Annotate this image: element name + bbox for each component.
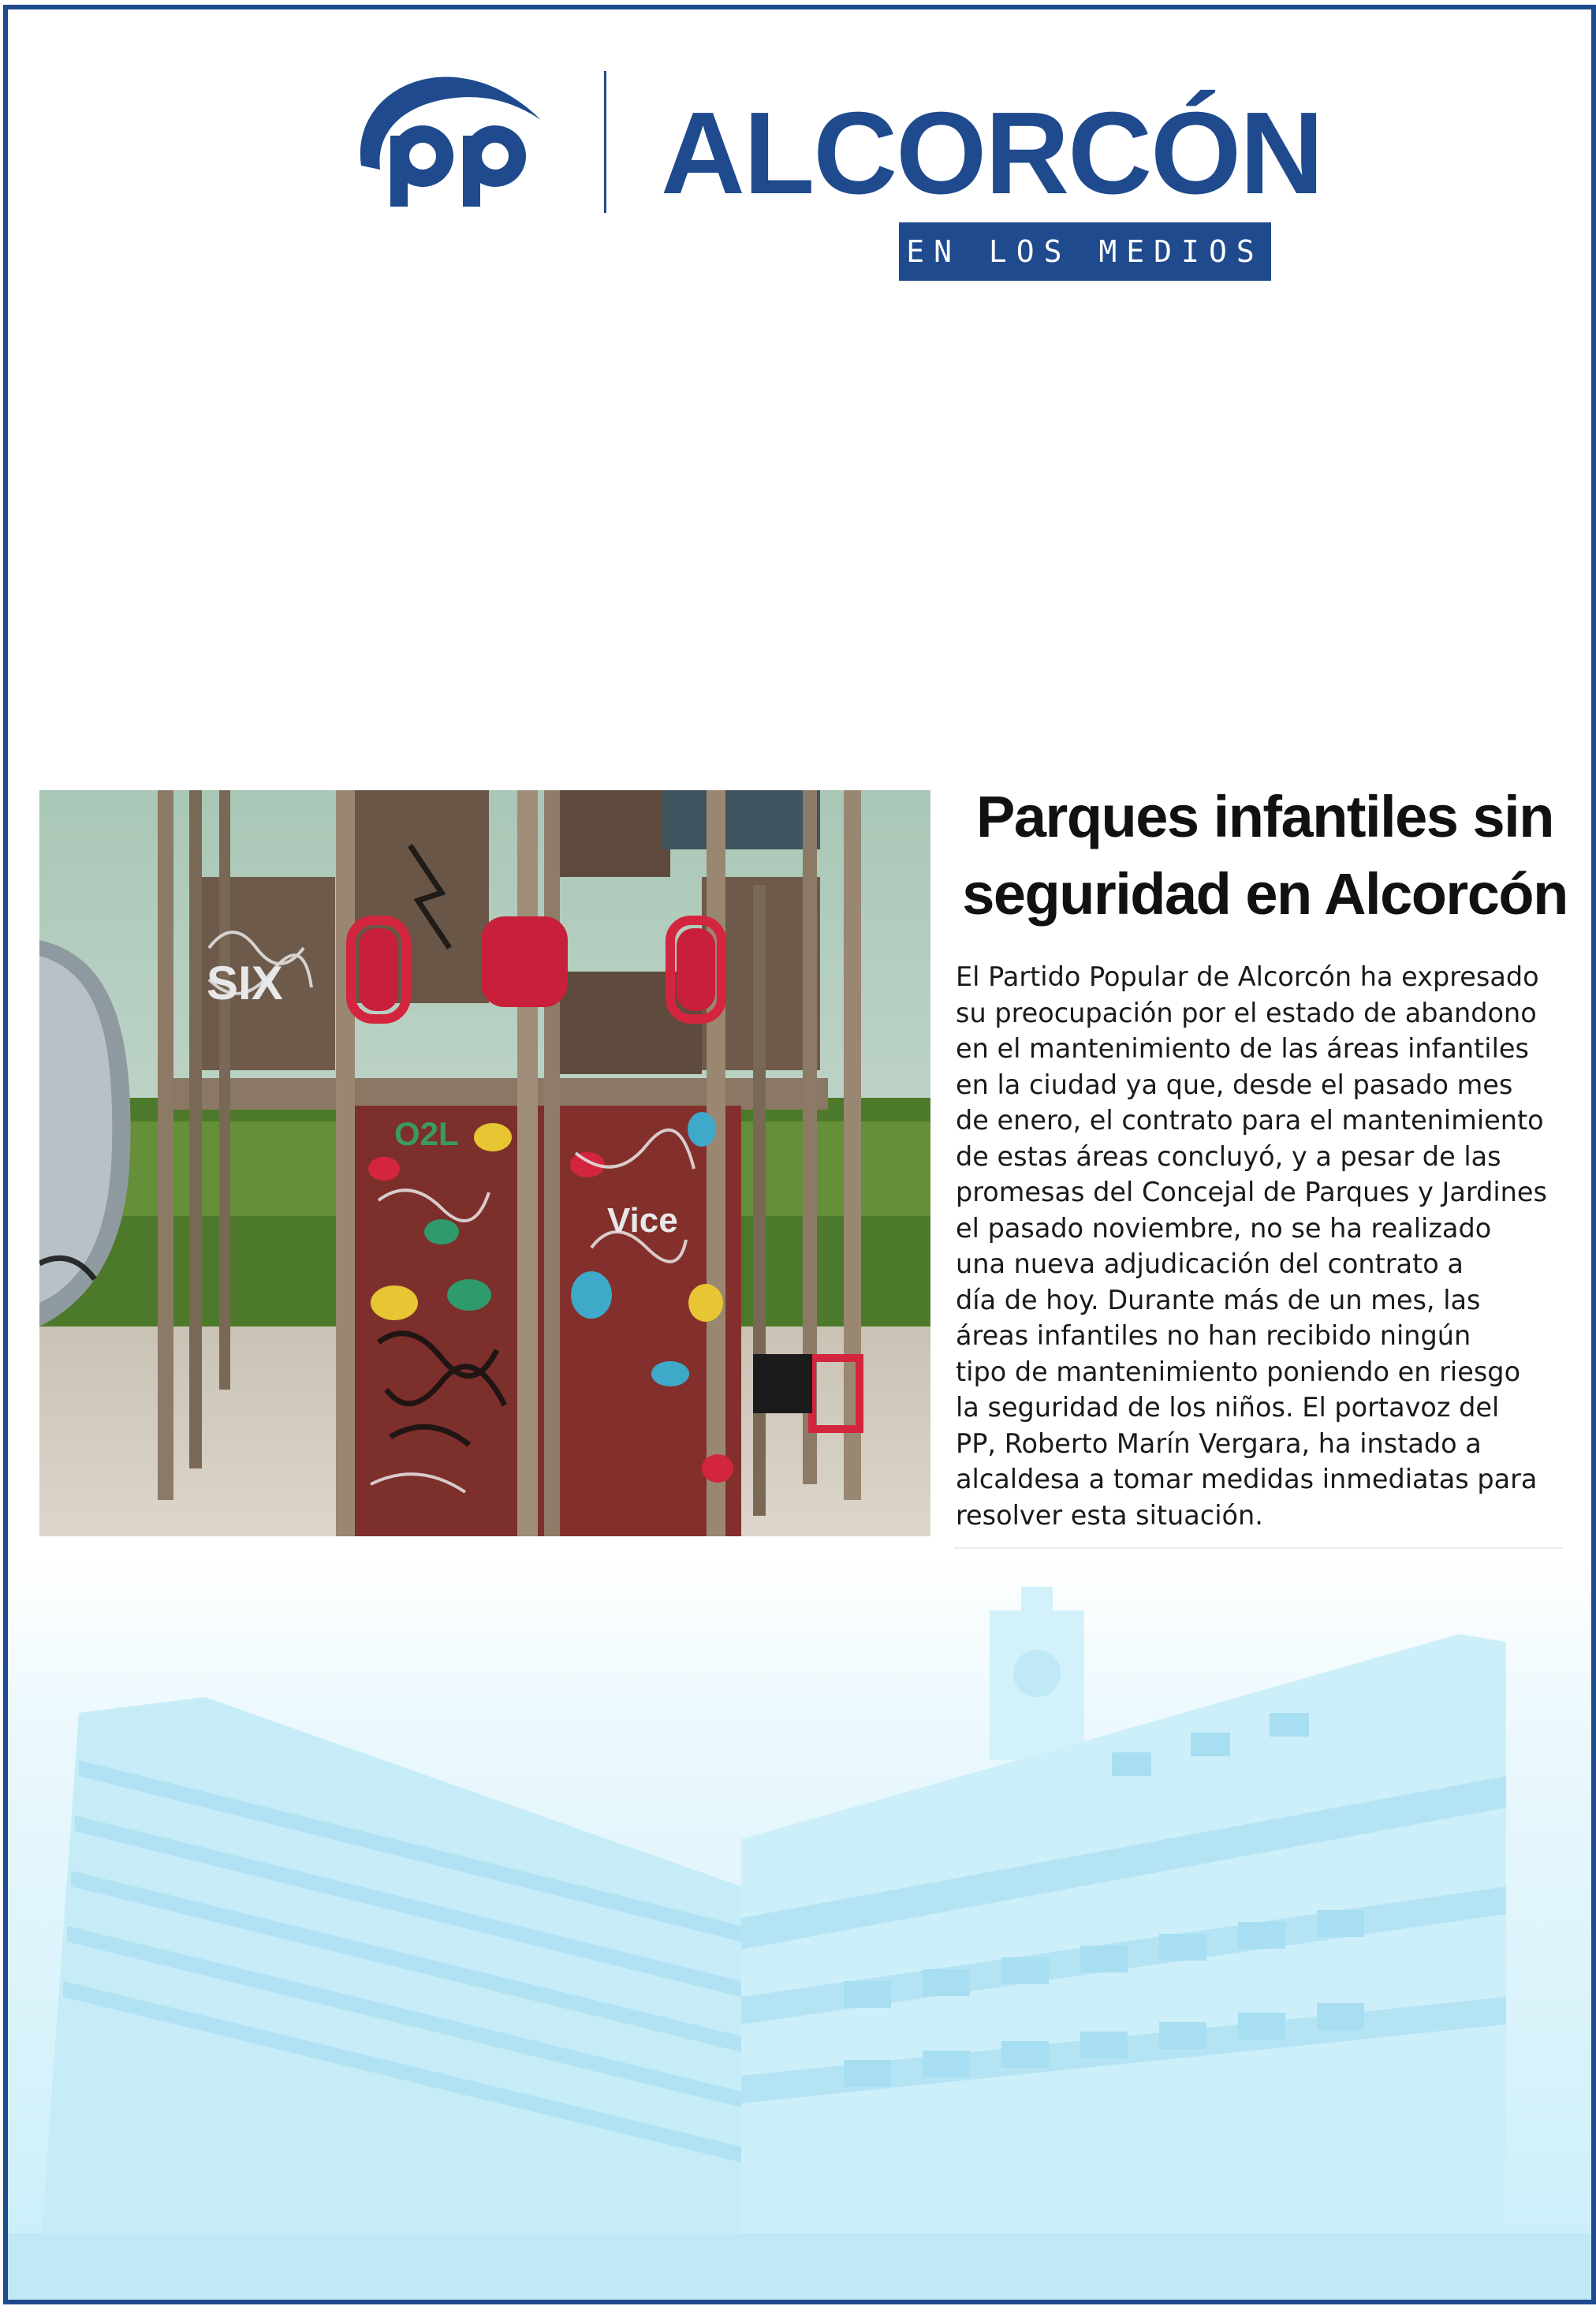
body-line: día de hoy. Durante más de un mes, las	[956, 1284, 1481, 1315]
body-line: en la ciudad ya que, desde el pasado mes	[956, 1069, 1513, 1100]
body-line: áreas infantiles no han recibido ningún	[956, 1320, 1471, 1351]
headline-line: seguridad en Alcorcón	[962, 861, 1568, 927]
body-line: una nueva adjudicación del contrato a	[956, 1248, 1464, 1279]
graffiti-tag: O2L	[394, 1115, 459, 1152]
body-line: tipo de mantenimiento poniendo en riesgo	[956, 1356, 1521, 1387]
graffiti-tag: SIX	[207, 957, 283, 1009]
header-divider	[604, 71, 606, 213]
body-line: su preocupación por el estado de abandono	[956, 997, 1537, 1028]
background-buildings-watermark	[8, 1555, 1591, 2300]
body-line: El Partido Popular de Alcorcón ha expresado	[956, 961, 1539, 992]
body-line: de estas áreas concluyó, y a pesar de las	[956, 1140, 1501, 1172]
brand-title: ALCORCÓN	[661, 88, 1323, 218]
media-badge: EN LOS MEDIOS	[899, 222, 1271, 281]
body-line: promesas del Concejal de Parques y Jardines	[956, 1177, 1547, 1207]
body-line: PP, Roberto Marín Vergara, ha instado a	[956, 1427, 1482, 1459]
graffiti-tag: Vice	[607, 1201, 678, 1240]
pp-logo	[353, 71, 550, 209]
headline-line: Parques infantiles sin	[976, 784, 1553, 849]
body-line: en el mantenimiento de las áreas infantiles	[956, 1033, 1529, 1064]
article-photo	[39, 790, 930, 1536]
body-line: alcaldesa a tomar medidas inmediatas para	[956, 1464, 1538, 1494]
page-frame	[3, 5, 1596, 2304]
article-body	[956, 959, 1574, 1533]
body-line: el pasado noviembre, no se ha realizado	[956, 1212, 1492, 1244]
body-line: la seguridad de los niños. El portavoz del	[956, 1392, 1500, 1423]
article-rule	[954, 1547, 1563, 1549]
body-line: de enero, el contrato para el mantenimiento	[956, 1105, 1544, 1136]
article-headline	[951, 778, 1579, 933]
body-line: resolver esta situación.	[956, 1499, 1263, 1531]
